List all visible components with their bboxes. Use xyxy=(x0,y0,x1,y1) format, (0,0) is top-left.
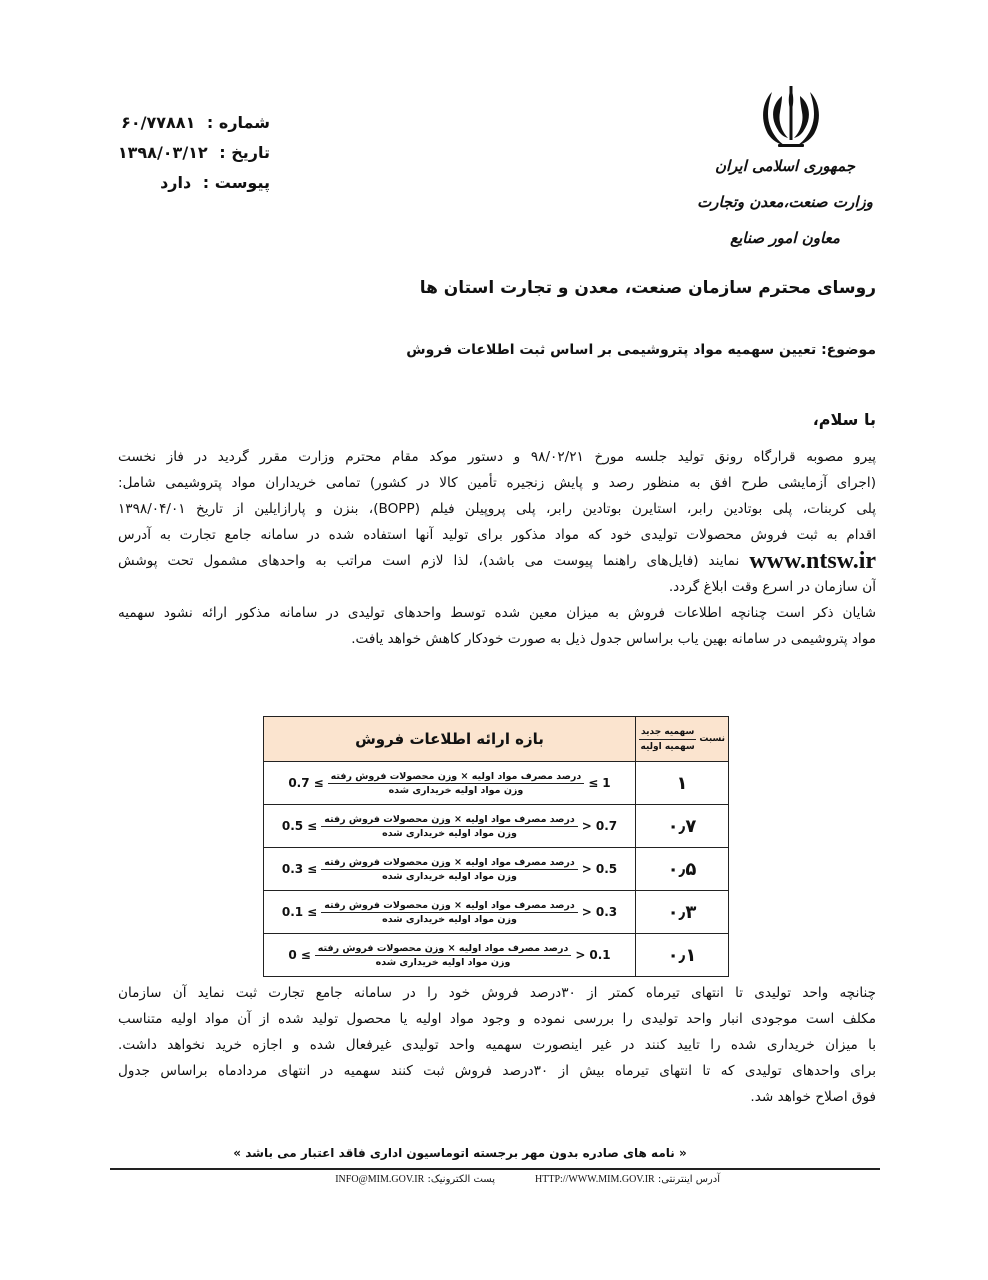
website-group xyxy=(535,1174,720,1185)
sales-fraction xyxy=(321,813,578,840)
paragraph-line: آن سازمان در اسرع وقت ابلاغ گردد. xyxy=(668,579,876,595)
table-row xyxy=(264,891,728,934)
footer-contact xyxy=(270,1174,720,1185)
sales-fraction xyxy=(321,856,578,883)
lower-bound: 0.7 xyxy=(288,776,310,790)
table-row xyxy=(264,805,728,848)
paragraph-line: با میزان خریداری شده را تایید کنند در غیر اینصورت سهمیه واحد تولیدی غیرفعال شده و اجازه خرید نخواهد داشت. xyxy=(118,1037,876,1053)
lower-operator: ≤ xyxy=(307,862,318,876)
fraction-denominator: وزن مواد اولیه خریداری شده xyxy=(382,913,517,925)
ministry-title xyxy=(690,148,880,256)
table-row xyxy=(264,848,728,891)
lower-bound: 0 xyxy=(288,948,297,962)
paragraph-line: پلی کربنات، پلی بوتادین رابر، استایرن بوتادین رابر، پلی پروپیلن فیلم (BOPP)، بنزن و پارازایلین از تاریخ ۱۳۹۸/۰۴/۰۱ xyxy=(118,501,876,517)
website-label: آدرس اینترنتی: xyxy=(657,1174,720,1185)
upper-operator: > xyxy=(575,948,586,962)
email-label: پست الکترونیک: xyxy=(427,1174,495,1185)
number-row xyxy=(100,108,270,138)
quota-table xyxy=(263,716,729,977)
email-group xyxy=(335,1174,495,1185)
date-row xyxy=(100,138,270,168)
paragraph-line-text: نمایند (فایل‌های راهنما پیوست می باشد)، لذا لازم است مراتب به واحدهای مشمول تحت پوشش xyxy=(118,553,740,569)
addressee: روسای محترم سازمان صنعت، معدن و تجارت استان ها xyxy=(419,278,876,298)
ministry-name: وزارت صنعت،معدن وتجارت xyxy=(697,193,873,211)
lower-operator: ≤ xyxy=(313,776,324,790)
range-cell xyxy=(264,934,635,976)
attachment-row xyxy=(100,168,270,198)
fraction-denominator: وزن مواد اولیه خریداری شده xyxy=(382,827,517,839)
upper-bound: 0.3 xyxy=(595,905,618,919)
paragraph-line: (اجرای آزمایشی طرح افق به منظور رصد و پایش زنجیره تأمین کالا در کشور) تمامی خریداران مواد پتروشیمی شامل: xyxy=(118,475,876,491)
lower-operator: ≤ xyxy=(307,819,318,833)
ratio-header-numerator: سهمیه جدید xyxy=(639,727,696,740)
range-cell xyxy=(264,762,635,804)
ratio-cell: ۰٫۷ xyxy=(635,805,728,847)
paragraph-2-line: شایان ذکر است چنانچه اطلاعات فروش به میزان معین شده توسط واحدهای تولیدی در سامانه مذکور ارائه نشود سهمیه xyxy=(118,605,876,621)
table-body xyxy=(264,762,728,976)
fraction-numerator: درصد مصرف مواد اولیه × وزن محصولات فروش رفته xyxy=(315,942,572,956)
fraction-numerator: درصد مصرف مواد اولیه × وزن محصولات فروش رفته xyxy=(328,770,585,784)
date-value: ۱۳۹۸/۰۳/۱۲ xyxy=(117,143,208,162)
fraction-denominator: وزن مواد اولیه خریداری شده xyxy=(382,870,517,882)
fraction-numerator: درصد مصرف مواد اولیه × وزن محصولات فروش رفته xyxy=(321,813,578,827)
range-cell xyxy=(264,848,635,890)
letter-meta xyxy=(100,108,270,198)
paragraph-2-line: مواد پتروشیمی در سامانه بهین یاب براساس جدول ذیل به صورت خودکار کاهش خواهد یافت. xyxy=(351,631,876,647)
lower-bound: 0.1 xyxy=(281,905,304,919)
table-row xyxy=(264,934,728,976)
ratio-cell: ۰٫۱ xyxy=(635,934,728,976)
upper-operator: > xyxy=(581,905,592,919)
paragraph-3 xyxy=(118,980,876,1110)
table-row xyxy=(264,762,728,805)
fraction-denominator: وزن مواد اولیه خریداری شده xyxy=(388,784,524,796)
paragraph-line: برای واحدهای تولیدی که تا انتهای تیرماه بیش از ۳۰درصد فروش ثبت کنند سهمیه در انتهای مردادماه براساس جدول xyxy=(118,1063,876,1079)
range-cell xyxy=(264,805,635,847)
ntsw-url-link[interactable]: www.ntsw.ir xyxy=(749,548,876,574)
sales-fraction xyxy=(328,770,585,797)
fraction-numerator: درصد مصرف مواد اولیه × وزن محصولات فروش رفته xyxy=(321,856,578,870)
ratio-header-fraction xyxy=(639,727,696,752)
paragraph-line: مکلف است موجودی انبار واحد تولیدی را بررسی نموده و وجود مواد اولیه یا محصول تولید شده از آن مواد اولیه متناسب xyxy=(118,1011,876,1027)
number-value: ۶۰/۷۷۸۸۱ xyxy=(121,113,196,132)
paragraph-line: اقدام به ثبت فروش محصولات تولیدی خود که مواد مذکور برای تولید آنها استفاده شده در سامانه جامع تجارت به آدرس xyxy=(118,527,876,543)
greeting: با سلام، xyxy=(812,410,876,429)
email-link[interactable]: INFO@MIM.GOV.IR xyxy=(335,1174,425,1185)
ratio-header xyxy=(635,717,728,761)
number-label: شماره : xyxy=(206,113,270,132)
sales-fraction xyxy=(321,899,578,926)
attachment-value: دارد xyxy=(160,173,192,192)
upper-operator: > xyxy=(581,819,592,833)
attachment-label: پیوست : xyxy=(202,173,270,192)
upper-bound: 1 xyxy=(602,776,611,790)
ratio-cell: ۱ xyxy=(635,762,728,804)
date-label: تاریخ : xyxy=(219,143,270,162)
range-header: بازه ارائه اطلاعات فروش xyxy=(355,730,544,748)
upper-operator: > xyxy=(581,862,592,876)
validity-note: « نامه های صادره بدون مهر برجسته اتوماسیون اداری فاقد اعتبار می باشد » xyxy=(233,1146,687,1160)
table-header xyxy=(264,717,728,762)
deputy-name: معاون امور صنایع xyxy=(730,229,840,247)
ratio-header-word: نسبت xyxy=(699,734,726,744)
upper-operator: ≤ xyxy=(588,776,599,790)
fraction-denominator: وزن مواد اولیه خریداری شده xyxy=(375,956,511,968)
subject-line: موضوع: تعیین سهمیه مواد پتروشیمی بر اساس ثبت اطلاعات فروش xyxy=(406,342,876,358)
upper-bound: 0.5 xyxy=(595,862,618,876)
lower-operator: ≤ xyxy=(307,905,318,919)
ratio-header-denominator: سهمیه اولیه xyxy=(640,741,695,752)
sales-fraction xyxy=(315,942,572,969)
range-cell xyxy=(264,891,635,933)
upper-bound: 0.1 xyxy=(589,948,611,962)
paragraph-1 xyxy=(118,444,876,652)
paragraph-url-line xyxy=(118,548,876,574)
lower-operator: ≤ xyxy=(300,948,311,962)
lower-bound: 0.5 xyxy=(281,819,304,833)
upper-bound: 0.7 xyxy=(595,819,618,833)
ratio-cell: ۰٫۳ xyxy=(635,891,728,933)
fraction-numerator: درصد مصرف مواد اولیه × وزن محصولات فروش رفته xyxy=(321,899,578,913)
website-link[interactable]: HTTP://WWW.MIM.GOV.IR xyxy=(535,1174,655,1185)
ratio-cell: ۰٫۵ xyxy=(635,848,728,890)
lower-bound: 0.3 xyxy=(281,862,304,876)
republic-name: جمهوری اسلامی ایران xyxy=(714,157,856,175)
paragraph-line: پیرو مصوبه قرارگاه رونق تولید جلسه مورخ ۹۸/۰۲/۲۱ و دستور موکد مقام محترم وزارت مقرر گردید در فاز نخست xyxy=(118,449,876,465)
footer-divider xyxy=(110,1168,880,1170)
paragraph-line: فوق اصلاح خواهد شد. xyxy=(750,1089,876,1105)
paragraph-line: چنانچه واحد تولیدی تا انتهای تیرماه کمتر از ۳۰درصد فروش خود را در سامانه جامع تجارت ثبت نماید آن سازمان xyxy=(118,985,876,1001)
iran-emblem-icon xyxy=(758,82,824,152)
